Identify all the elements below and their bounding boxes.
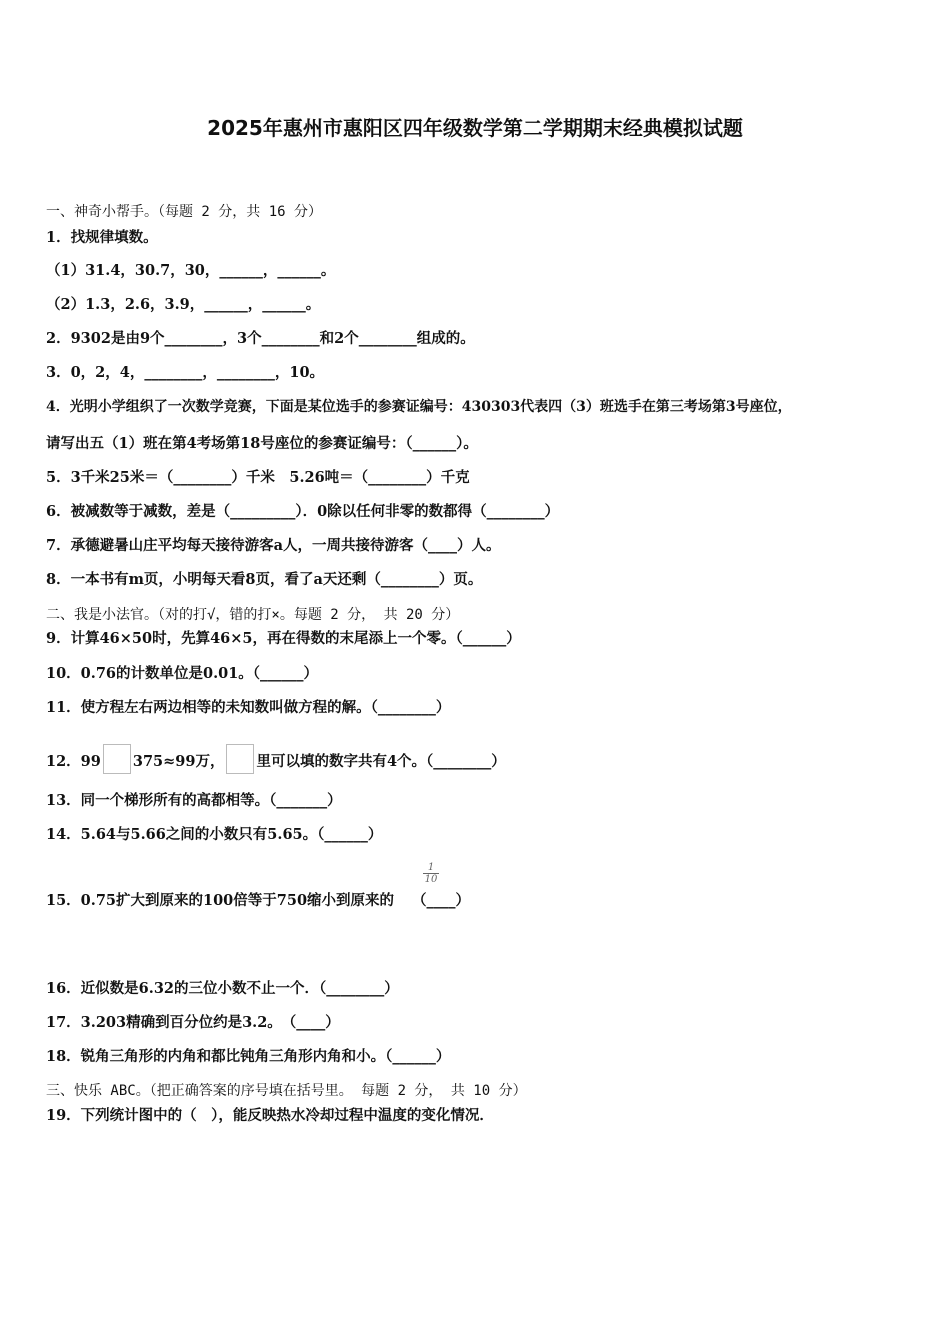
question-8: 8．一本书有m页，小明每天看8页，看了a天还剩（________）页。 (46, 571, 483, 588)
question-11: 11．使方程左右两边相等的未知数叫做方程的解。（________） (46, 699, 451, 716)
question-1: 1．找规律填数。 (46, 229, 158, 246)
question-10: 10．0.76的计数单位是0.01。（______） (46, 665, 319, 682)
question-15-blank: （____） (412, 892, 471, 909)
question-16: 16．近似数是6.32的三位小数不止一个．（________） (46, 980, 399, 997)
question-4-line-2: 请写出五（1）班在第4考场第18号座位的参赛证编号：（______）。 (46, 435, 478, 452)
question-2: 2．9302是由9个________，3个________和2个________组成的。 (46, 330, 475, 347)
fraction-one-tenth (423, 862, 439, 885)
question-15 (46, 891, 470, 911)
section-2-heading: 二、我是小法官。（对的打√，错的打×。每题 2 分， 共 20 分） (46, 607, 460, 623)
section-3-heading: 三、快乐 ABC。（把正确答案的序号填在括号里。 每题 2 分， 共 10 分） (46, 1083, 527, 1099)
question-1-part-2: （2）1.3，2.6，3.9，______，______。 (46, 296, 321, 313)
fraction-numerator: 1 (427, 862, 435, 873)
answer-box[interactable] (103, 744, 131, 774)
question-1-part-1: （1）31.4，30.7，30，______，______。 (46, 262, 336, 279)
question-12-prefix: 12．99 (46, 753, 101, 770)
question-17: 17．3.203精确到百分位约是3.2。 （____） (46, 1014, 340, 1031)
question-12-middle: 375≈99万， (132, 753, 225, 770)
page-title: 2025年惠州市惠阳区四年级数学第二学期期末经典模拟试题 (207, 116, 743, 140)
question-18: 18．锐角三角形的内角和都比钝角三角形内角和小。（______） (46, 1048, 451, 1065)
question-19: 19．下列统计图中的（ ），能反映热水冷却过程中温度的变化情况． (46, 1107, 494, 1124)
fraction-denominator: 10 (424, 874, 438, 885)
question-5: 5．3千米25米＝（________）千米 5.26吨＝（________）千克 (46, 469, 470, 486)
section-1-heading: 一、神奇小帮手。（每题 2 分，共 16 分） (46, 204, 322, 220)
question-13: 13．同一个梯形所有的高都相等。（_______） (46, 792, 342, 809)
question-4-line-1: 4．光明小学组织了一次数学竞赛，下面是某位选手的参赛证编号：430303代表四（3）班选手在第三考场第3号座位， (46, 399, 792, 415)
question-14: 14．5.64与5.66之间的小数只有5.65。（______） (46, 826, 383, 843)
answer-box[interactable] (226, 744, 254, 774)
question-6: 6．被减数等于减数，差是（_________）．0除以任何非零的数都得（________） (46, 503, 560, 520)
question-7: 7．承德避暑山庄平均每天接待游客a人，一周共接待游客（____）人。 (46, 537, 501, 554)
question-3: 3．0，2，4，________，________，10。 (46, 364, 325, 381)
question-12-suffix: 里可以填的数字共有4个。（________） (256, 753, 506, 770)
question-15-text: 15．0.75扩大到原来的100倍等于750缩小到原来的 (46, 892, 395, 909)
question-9: 9．计算46×50时，先算46×5，再在得数的末尾添上一个零。（______） (46, 630, 521, 647)
question-12 (46, 744, 506, 774)
